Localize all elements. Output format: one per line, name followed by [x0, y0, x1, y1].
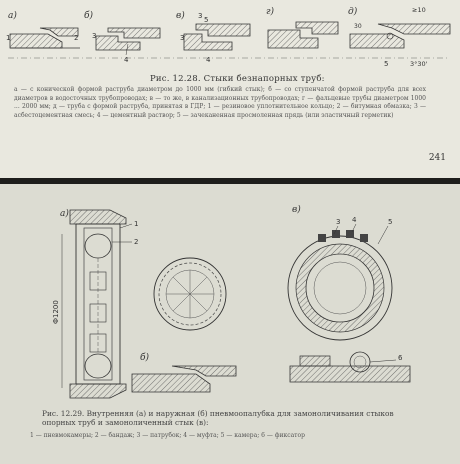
- internal-formwork-drawing: [52, 208, 138, 398]
- callout-coupling: 4: [352, 216, 357, 224]
- dimension-10: ≥10: [412, 6, 426, 14]
- callout-3c: 3: [180, 34, 185, 42]
- callout-chamber: 5: [388, 218, 393, 226]
- callout-band: 2: [134, 238, 139, 246]
- bottom-page: [0, 184, 460, 464]
- joint-d-drawing: [348, 6, 450, 68]
- figure-12-28-caption-body: а — с конической формой раструба диаметром до 1000 мм (гибкий стык); б — со ступенчатой формой раструба для всех диаметров в водосточных трубопроводах; в — то же, в канализационных трубопроводах; г — фальцевые трубы диаметром 1000 ... 2000 мм; д — труба с формой раструба, принятая в ГДР; 1 — резиновое уплотнительное кольцо; 2 — битумная обмазка; 3 — асбестоцементная смесь; 4 — цементный раствор; 5 — зачеканенная просмоленная прядь (или эластичный герметик): [14, 86, 426, 119]
- joint-b-drawing: [84, 10, 160, 64]
- top-page: [0, 0, 460, 178]
- monolithic-joint-drawing: [288, 204, 410, 382]
- callout-fixator: 6: [398, 354, 403, 362]
- label-b: б): [84, 11, 94, 21]
- figure-12-29-caption-body: 1 — пневмокамеры; 2 — бандаж; 3 — патрубок; 4 — муфта; 5 — камера; 6 — фиксатор: [30, 432, 305, 439]
- label-v2: в): [292, 205, 301, 215]
- label-a2: а): [60, 209, 69, 219]
- callout-3: 3: [92, 32, 97, 40]
- page-number: 241: [428, 153, 446, 163]
- dimension-30: 30: [354, 23, 362, 30]
- label-d: д): [348, 7, 358, 17]
- label-b2: б): [140, 353, 150, 363]
- callout-4b: 4: [206, 56, 211, 64]
- label-g: г): [266, 7, 275, 17]
- label-v: в): [176, 11, 185, 21]
- external-formwork-detail: [132, 352, 236, 392]
- callout-2: 2: [74, 34, 79, 42]
- joint-g-drawing: [266, 6, 338, 48]
- callout-pneumo: 1: [134, 220, 139, 228]
- label-a: a): [8, 11, 17, 21]
- callout-3b: 3: [198, 12, 203, 20]
- callout-branch: 3: [336, 218, 341, 226]
- figure-12-28-caption-title: Рис. 12.28. Стыки безнапорных труб:: [150, 74, 325, 84]
- joint-a-drawing: [6, 10, 80, 48]
- callout-5: 5: [204, 16, 209, 24]
- callout-5b: 5: [384, 60, 389, 68]
- figure-12-29-caption-title: Рис. 12.29. Внутренняя (а) и наружная (б) пневмоопалубка для замоноличивания стыков опорных труб и замоноличенный стык (в):: [42, 409, 394, 427]
- callout-1: 1: [6, 34, 11, 42]
- callout-4: 4: [124, 56, 129, 64]
- cross-section-ring: [154, 258, 226, 330]
- dimension-angle: 3°30': [410, 60, 428, 68]
- joint-v-drawing: [176, 10, 250, 64]
- diameter-1200: Ф1200: [52, 300, 60, 324]
